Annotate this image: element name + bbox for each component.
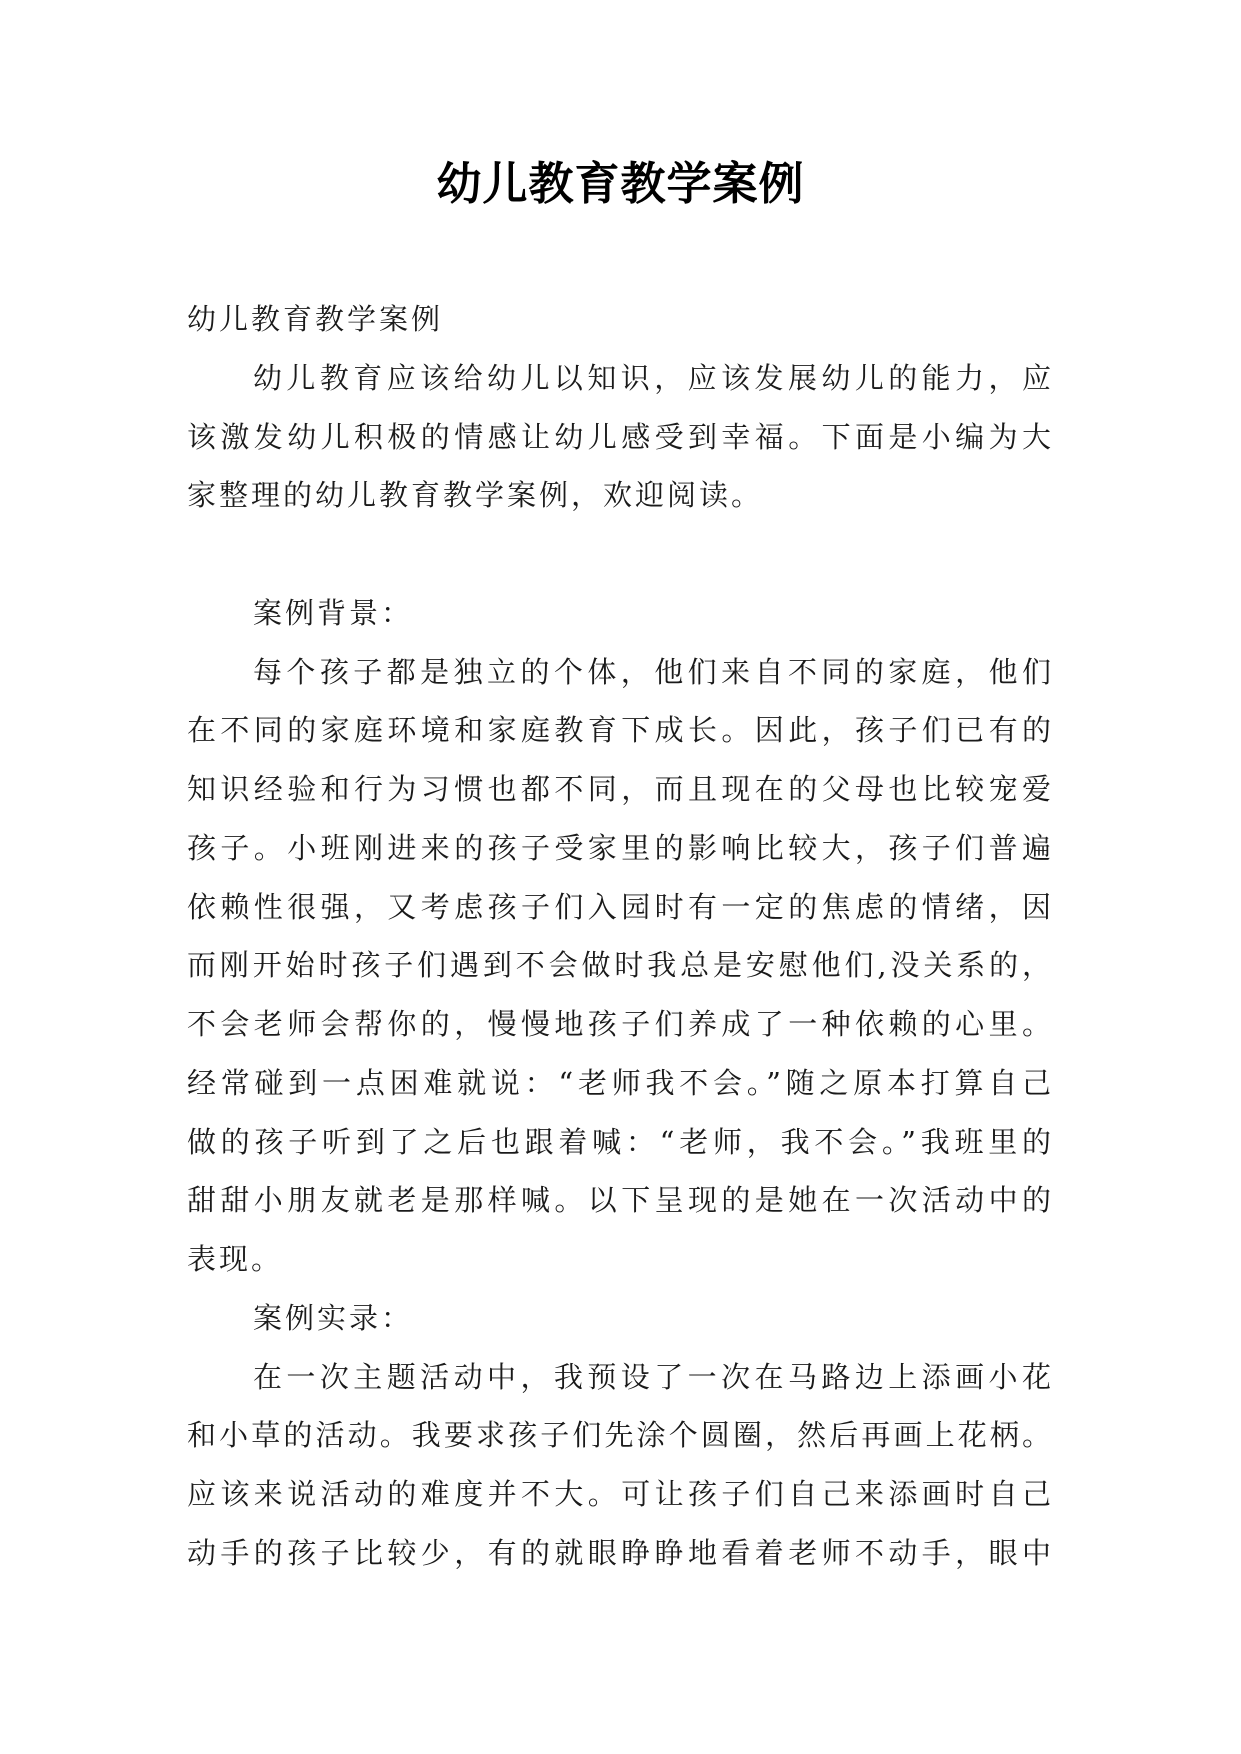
paragraph-line: 家整理的幼儿教育教学案例，欢迎阅读。 (187, 478, 764, 513)
paragraph-line: 经常碰到一点困难就说：“老师我不会。”随之原本打算自己 (187, 1065, 1054, 1100)
section-heading-record: 案例实录： (253, 1300, 414, 1335)
paragraph-line: 幼儿教育应该给幼儿以知识，应该发展幼儿的能力，应 (253, 360, 1054, 395)
document-body (187, 290, 1054, 1583)
section-heading-background: 案例背景： (253, 595, 414, 630)
paragraph-line: 而刚开始时孩子们遇到不会做时我总是安慰他们,没关系的， (187, 948, 1054, 983)
record-paragraph (187, 1348, 1054, 1583)
paragraph-line: 孩子。小班刚进来的孩子受家里的影响比较大，孩子们普遍 (187, 830, 1054, 865)
paragraph-line: 依赖性很强，又考虑孩子们入园时有一定的焦虑的情绪，因 (187, 889, 1054, 924)
paragraph-line: 在不同的家庭环境和家庭教育下成长。因此，孩子们已有的 (187, 713, 1054, 748)
paragraph-line: 该激发幼儿积极的情感让幼儿感受到幸福。下面是小编为大 (187, 419, 1054, 454)
paragraph-line: 不会老师会帮你的，慢慢地孩子们养成了一种依赖的心里。 (187, 1007, 1054, 1041)
paragraph-line: 在一次主题活动中，我预设了一次在马路边上添画小花 (253, 1359, 1054, 1394)
paragraph-line: 做的孩子听到了之后也跟着喊：“老师，我不会。”我班里的 (187, 1124, 1054, 1159)
paragraph-line: 和小草的活动。我要求孩子们先涂个圆圈，然后再画上花柄。 (187, 1418, 1054, 1453)
paragraph-line: 表现。 (187, 1242, 284, 1276)
paragraph-line: 知识经验和行为习惯也都不同，而且现在的父母也比较宠爱 (187, 772, 1054, 806)
paragraph-line: 应该来说活动的难度并不大。可让孩子们自己来添画时自己 (187, 1477, 1054, 1511)
document-subtitle: 幼儿教育教学案例 (187, 302, 444, 336)
background-paragraph (187, 643, 1054, 1289)
paragraph-line: 每个孩子都是独立的个体，他们来自不同的家庭，他们 (253, 654, 1054, 689)
document-title: 幼儿教育教学案例 (436, 157, 805, 210)
paragraph-line: 甜甜小朋友就老是那样喊。以下呈现的是她在一次活动中的 (187, 1183, 1054, 1218)
intro-paragraph (187, 349, 1054, 525)
paragraph-line: 动手的孩子比较少，有的就眼睁睁地看着老师不动手，眼中 (187, 1535, 1054, 1570)
blank-line (187, 525, 1054, 584)
